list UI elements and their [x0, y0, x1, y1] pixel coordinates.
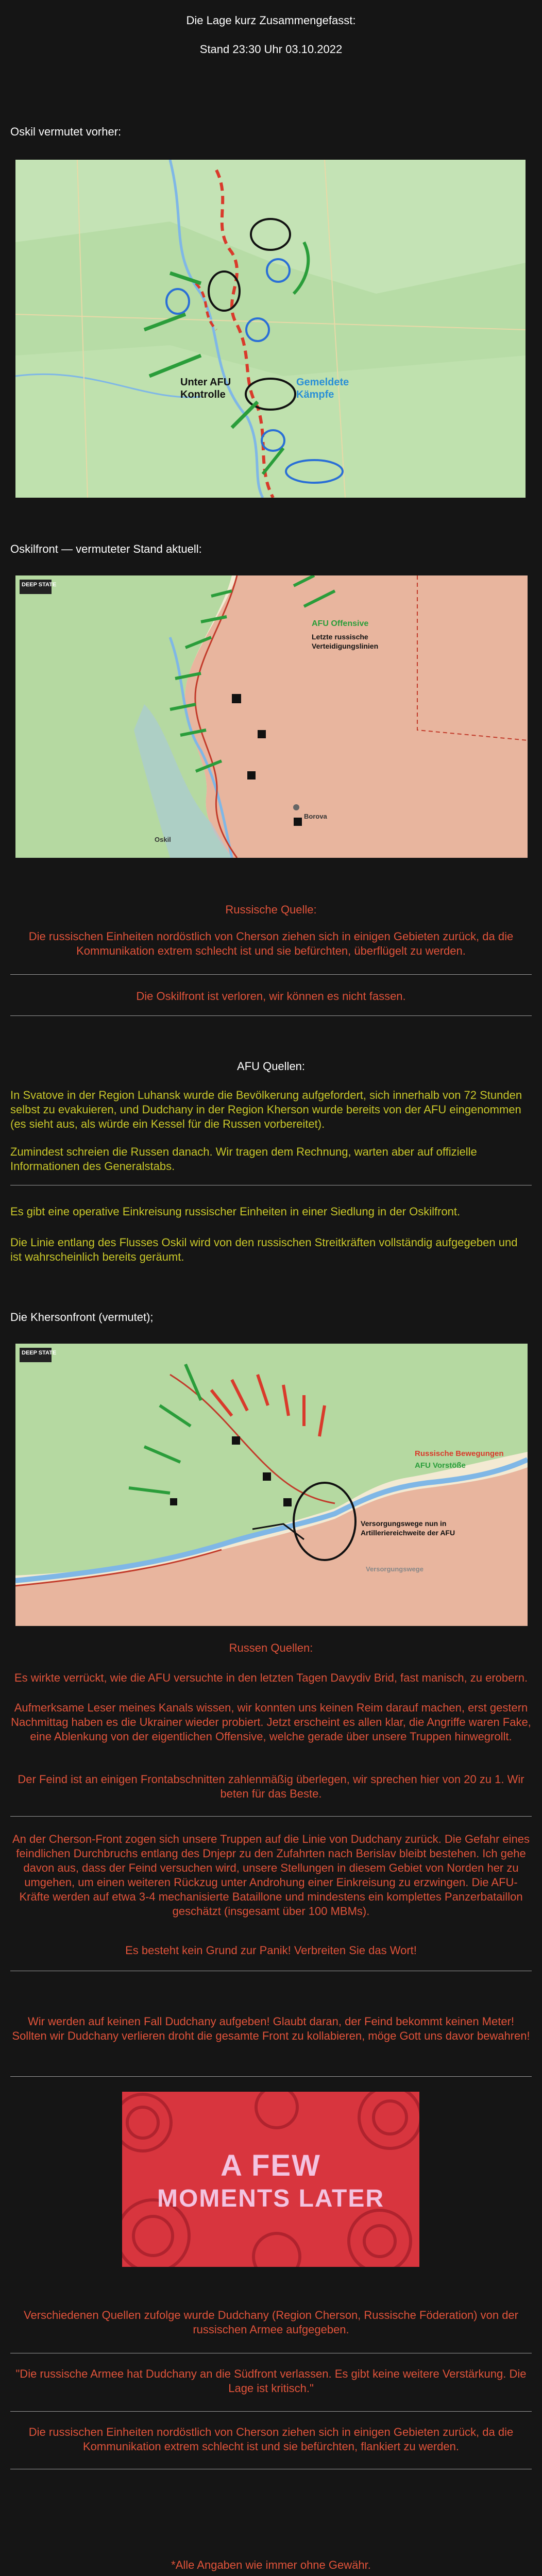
afu-sources-p3: Es gibt eine operative Einkreisung russischer Einheiten in einer Siedlung in der Oskilfront.: [10, 1205, 461, 1218]
russian-source-heading: Russische Quelle:: [225, 903, 317, 916]
russian-sources-p2: Aufmerksame Leser meines Kanals wissen, wir konnten uns keinen Reim darauf machen, erst gestern Nachmittag haben es die Ukrainer wieder probiert. Jetzt erscheint es allen klar, die Angriffe waren Fake, eine Ablenkung von der eigentlichen Offensive, welche gerade über unsere Truppen hinwegrollt.: [11, 1701, 531, 1743]
deep-state-badge: DEEP STATE: [22, 582, 57, 588]
russian-sources-p3: Der Feind ist an einigen Frontabschnitten zahlenmäßig überlegen, wir sprechen hier von 20 zu 1. Wir beten für das Beste.: [18, 1773, 524, 1800]
meme-line2: MOMENTS LATER: [157, 2185, 385, 2212]
oskil-now-map: [15, 575, 528, 858]
oskil-now-heading: Oskilfront — vermuteter Stand aktuell:: [10, 543, 202, 555]
russian-sources-p4: An der Cherson-Front zogen sich unsere Truppen auf die Linie von Dudchany zurück. Die Gefahr eines feindlichen Durchbruchs entlang des Dnjepr zu den Zufahrten nach Berislav bleibt bestehen. Ich gehe davon aus, dass der Feind versuchen wird, unsere Stellungen in diesem Gebiet von Norden her zu umgehen, um einen weiteren Rückzug unter Androhung einer Einkreisung zu erzwingen. Die AFU-Kräfte werden auf etwa 3-4 mechanisierte Bataillone und mindestens ein komplettes Panzerbataillon geschätzt (insgesamt über 100 MBMs).: [12, 1833, 530, 1918]
kherson-heading: Die Khersonfront (vermutet);: [10, 1311, 154, 1324]
label-afu-offensive: AFU Offensive: [312, 619, 369, 628]
label-last-defense-lines: Letzte russische Verteidigungslinien: [312, 633, 379, 650]
russian-source-p1: Die russischen Einheiten nordöstlich von Cherson ziehen sich in einigen Gebieten zurück, da die Kommunikation extrem schlecht ist und sie befürchten, überflügelt zu werden.: [28, 930, 514, 957]
afu-sources-heading: AFU Quellen:: [236, 1060, 306, 1073]
oskil-now-map-graphic: [15, 575, 528, 858]
disclaimer: *Alle Angaben wie immer ohne Gewähr.: [171, 2558, 371, 2571]
label-russian-movements: Russische Bewegungen: [415, 1449, 504, 1458]
label-supply-routes: Versorgungswege: [366, 1565, 424, 1573]
label-supply-routes-artillery: Versorgungswege nun in Artilleriereichweite der AFU: [361, 1519, 455, 1537]
label-borova: Borova: [304, 812, 327, 820]
oskil-before-heading: Oskil vermutet vorher:: [10, 125, 122, 138]
divider: [10, 1816, 532, 1817]
page-title: Die Lage kurz Zusammengefasst:: [186, 14, 356, 27]
oskil-before-map-graphic: [15, 160, 526, 498]
status-date: Stand 23:30 Uhr 03.10.2022: [199, 43, 343, 56]
label-reported-fights: Gemeldete Kämpfe: [296, 377, 349, 400]
russian-sources-p6: Wir werden auf keinen Fall Dudchany aufgeben! Glaubt daran, der Feind bekommt keinen Meter! Sollten wir Dudchany verlieren droht die gesamte Front zu kollabieren, möge Gott uns davor bewahren!: [12, 2015, 530, 2042]
kherson-map: [15, 1344, 528, 1626]
afu-sources-p1: In Svatove in der Region Luhansk wurde die Bevölkerung aufgefordert, sich innerhalb von 72 Stunden selbst zu evakuieren, und Dudchany in der Region Kherson wurde bereits von der AFU eingenommen (es sieht aus, als würde ein Kessel für die Russen vorbereitet).: [10, 1089, 522, 1130]
kherson-map-graphic: [15, 1344, 528, 1626]
meme-line1: A FEW: [221, 2149, 321, 2182]
afu-sources-p4: Die Linie entlang des Flusses Oskil wird von den russischen Streitkräften vollständig aufgegeben und ist wahrscheinlich bereits geräumt.: [10, 1236, 518, 1263]
final-p2: "Die russische Armee hat Dudchany an die Südfront verlassen. Es gibt keine weitere Verstärkung. Die Lage ist kritisch.": [15, 2367, 527, 2395]
final-p3: Die russischen Einheiten nordöstlich von Cherson ziehen sich in einigen Gebieten zurück, da die Kommunikation extrem schlecht ist und sie befürchten, flankiert zu werden.: [28, 2426, 514, 2453]
afu-sources-p2: Zumindest schreien die Russen danach. Wir tragen dem Rechnung, warten aber auf offizielle Informationen des Generalstabs.: [10, 1145, 477, 1173]
divider: [10, 1015, 532, 1016]
deep-state-badge: DEEP STATE: [22, 1350, 57, 1356]
label-afu-advances: AFU Vorstöße: [415, 1461, 466, 1470]
russian-sources-heading: Russen Quellen:: [229, 1641, 313, 1654]
label-oskil: Oskil: [155, 836, 171, 843]
russian-sources-p5: Es besteht kein Grund zur Panik! Verbreiten Sie das Wort!: [125, 1944, 417, 1957]
oskil-before-map: [15, 160, 526, 498]
divider: [10, 2076, 532, 2077]
final-p1: Verschiedenen Quellen zufolge wurde Dudchany (Region Cherson, Russische Föderation) von der russischen Armee aufgegeben.: [24, 2309, 518, 2336]
divider: [10, 2411, 532, 2412]
a-few-moments-later-image: [122, 2092, 419, 2267]
label-afu-control: Unter AFU Kontrolle: [180, 377, 231, 400]
russian-sources-p1: Es wirkte verrückt, wie die AFU versuchte in den letzten Tagen Davydiv Brid, fast manisch, zu erobern.: [14, 1671, 528, 1684]
divider: [10, 974, 532, 975]
russian-source-p2: Die Oskilfront ist verloren, wir können es nicht fassen.: [136, 990, 406, 1003]
